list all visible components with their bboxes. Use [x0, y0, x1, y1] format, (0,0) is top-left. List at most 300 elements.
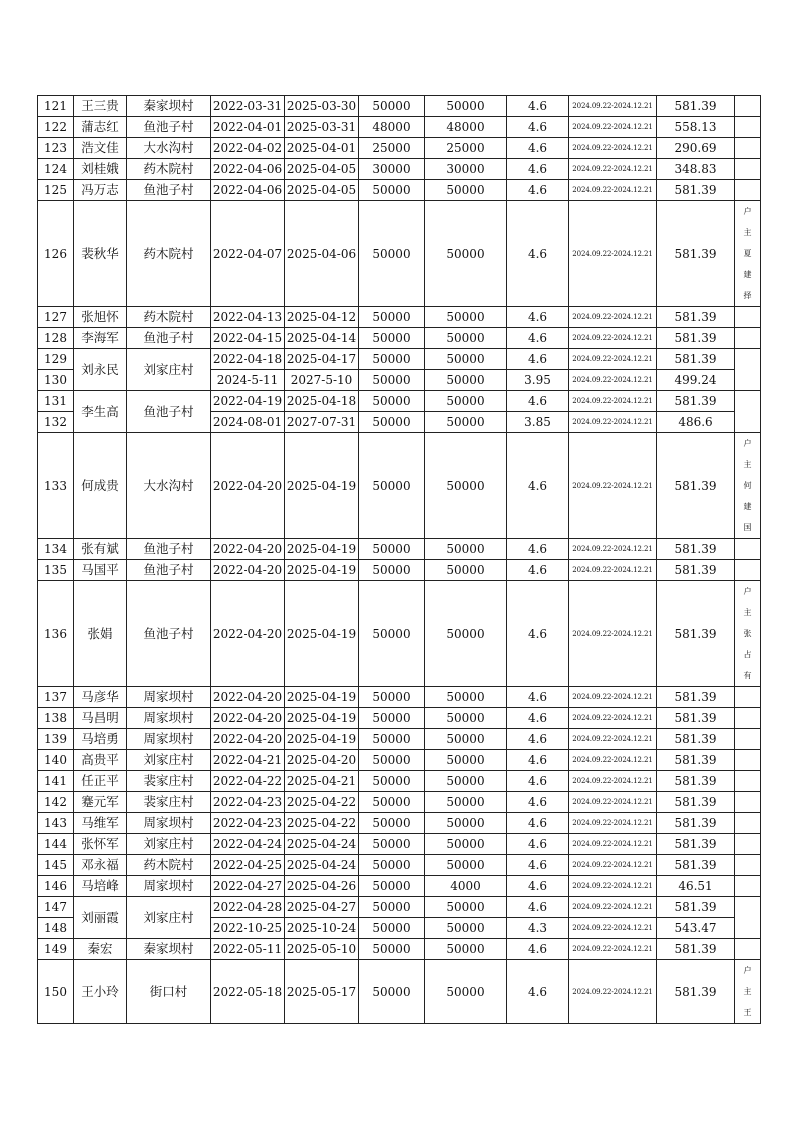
cell-rate: 4.6 [507, 813, 569, 834]
cell-name: 马彦华 [74, 687, 127, 708]
cell-interest: 581.39 [657, 750, 735, 771]
cell-amount1: 48000 [359, 117, 425, 138]
table-row [38, 855, 761, 876]
cell-village: 周家坝村 [127, 729, 211, 750]
cell-village: 鱼池子村 [127, 391, 211, 433]
table-row [38, 897, 761, 918]
cell-end: 2027-5-10 [285, 370, 359, 391]
cell-note [735, 897, 761, 939]
cell-period: 2024.09.22-2024.12.21 [569, 792, 657, 813]
cell-village: 秦家坝村 [127, 96, 211, 117]
cell-no: 122 [38, 117, 74, 138]
cell-end: 2025-04-17 [285, 349, 359, 370]
cell-amount2: 50000 [425, 834, 507, 855]
cell-interest: 581.39 [657, 771, 735, 792]
cell-rate: 4.6 [507, 349, 569, 370]
cell-village: 刘家庄村 [127, 834, 211, 855]
cell-interest: 486.6 [657, 412, 735, 433]
cell-start: 2022-04-06 [211, 180, 285, 201]
cell-period: 2024.09.22-2024.12.21 [569, 307, 657, 328]
cell-interest: 581.39 [657, 834, 735, 855]
cell-interest: 581.39 [657, 539, 735, 560]
cell-name: 张娟 [74, 581, 127, 687]
table-row [38, 138, 761, 159]
cell-name: 高贵平 [74, 750, 127, 771]
cell-rate: 4.6 [507, 939, 569, 960]
cell-note [735, 771, 761, 792]
cell-start: 2022-04-20 [211, 539, 285, 560]
cell-end: 2025-04-12 [285, 307, 359, 328]
cell-start: 2022-04-20 [211, 560, 285, 581]
cell-rate: 4.6 [507, 708, 569, 729]
cell-village: 秦家坝村 [127, 939, 211, 960]
cell-amount1: 50000 [359, 370, 425, 391]
cell-rate: 4.6 [507, 687, 569, 708]
cell-name: 马维军 [74, 813, 127, 834]
cell-amount1: 50000 [359, 834, 425, 855]
cell-no: 147 [38, 897, 74, 918]
cell-rate: 4.6 [507, 201, 569, 307]
cell-name: 刘丽霞 [74, 897, 127, 939]
cell-interest: 581.39 [657, 813, 735, 834]
cell-amount1: 50000 [359, 855, 425, 876]
cell-amount2: 50000 [425, 813, 507, 834]
cell-name: 王小玲 [74, 960, 127, 1024]
cell-village: 刘家庄村 [127, 349, 211, 391]
cell-note: 户 主 王 [735, 960, 761, 1024]
cell-period: 2024.09.22-2024.12.21 [569, 117, 657, 138]
cell-amount1: 50000 [359, 918, 425, 939]
cell-period: 2024.09.22-2024.12.21 [569, 370, 657, 391]
cell-name: 任正平 [74, 771, 127, 792]
cell-amount2: 50000 [425, 391, 507, 412]
cell-start: 2022-04-02 [211, 138, 285, 159]
cell-start: 2022-04-20 [211, 708, 285, 729]
cell-note [735, 792, 761, 813]
cell-rate: 4.6 [507, 960, 569, 1024]
cell-village: 刘家庄村 [127, 897, 211, 939]
cell-note: 户 主 夏 建 择 [735, 201, 761, 307]
cell-start: 2022-04-01 [211, 117, 285, 138]
cell-amount2: 50000 [425, 708, 507, 729]
cell-name: 冯万志 [74, 180, 127, 201]
table-row [38, 939, 761, 960]
cell-amount2: 50000 [425, 939, 507, 960]
cell-amount1: 50000 [359, 391, 425, 412]
cell-amount2: 50000 [425, 307, 507, 328]
cell-amount2: 50000 [425, 96, 507, 117]
cell-no: 137 [38, 687, 74, 708]
cell-start: 2022-04-24 [211, 834, 285, 855]
cell-amount2: 30000 [425, 159, 507, 180]
table-row [38, 391, 761, 412]
cell-amount1: 50000 [359, 349, 425, 370]
cell-period: 2024.09.22-2024.12.21 [569, 180, 657, 201]
cell-start: 2022-04-19 [211, 391, 285, 412]
cell-no: 134 [38, 539, 74, 560]
cell-end: 2025-05-17 [285, 960, 359, 1024]
cell-note: 户 主 张 占 有 [735, 581, 761, 687]
table-row [38, 328, 761, 349]
cell-village: 药木院村 [127, 201, 211, 307]
cell-no: 131 [38, 391, 74, 412]
table-row [38, 307, 761, 328]
cell-village: 裴家庄村 [127, 771, 211, 792]
cell-interest: 581.39 [657, 897, 735, 918]
cell-rate: 4.6 [507, 117, 569, 138]
cell-name: 刘永民 [74, 349, 127, 391]
cell-rate: 4.6 [507, 159, 569, 180]
cell-period: 2024.09.22-2024.12.21 [569, 834, 657, 855]
cell-interest: 581.39 [657, 581, 735, 687]
cell-village: 周家坝村 [127, 687, 211, 708]
cell-interest: 581.39 [657, 729, 735, 750]
cell-no: 123 [38, 138, 74, 159]
cell-rate: 4.6 [507, 180, 569, 201]
cell-no: 149 [38, 939, 74, 960]
cell-start: 2022-04-15 [211, 328, 285, 349]
table-row [38, 581, 761, 687]
cell-start: 2022-05-11 [211, 939, 285, 960]
cell-amount2: 50000 [425, 687, 507, 708]
cell-interest: 581.39 [657, 349, 735, 370]
cell-rate: 4.3 [507, 918, 569, 939]
table-row [38, 876, 761, 897]
cell-interest: 581.39 [657, 307, 735, 328]
cell-amount2: 50000 [425, 433, 507, 539]
cell-amount2: 50000 [425, 370, 507, 391]
cell-interest: 581.39 [657, 939, 735, 960]
cell-start: 2022-04-21 [211, 750, 285, 771]
cell-no: 146 [38, 876, 74, 897]
cell-note [735, 96, 761, 117]
cell-village: 鱼池子村 [127, 581, 211, 687]
table-row [38, 687, 761, 708]
cell-no: 128 [38, 328, 74, 349]
cell-village: 周家坝村 [127, 813, 211, 834]
cell-village: 鱼池子村 [127, 560, 211, 581]
table-row [38, 433, 761, 539]
cell-amount2: 50000 [425, 771, 507, 792]
cell-name: 刘桂娥 [74, 159, 127, 180]
cell-amount2: 50000 [425, 855, 507, 876]
table-row [38, 180, 761, 201]
cell-note [735, 687, 761, 708]
cell-rate: 4.6 [507, 876, 569, 897]
cell-start: 2024-08-01 [211, 412, 285, 433]
cell-rate: 4.6 [507, 897, 569, 918]
cell-start: 2022-04-23 [211, 792, 285, 813]
cell-start: 2022-04-07 [211, 201, 285, 307]
cell-amount2: 50000 [425, 560, 507, 581]
cell-start: 2022-05-18 [211, 960, 285, 1024]
cell-rate: 4.6 [507, 855, 569, 876]
cell-name: 邓永福 [74, 855, 127, 876]
cell-rate: 4.6 [507, 834, 569, 855]
cell-start: 2022-04-25 [211, 855, 285, 876]
cell-period: 2024.09.22-2024.12.21 [569, 349, 657, 370]
cell-amount2: 50000 [425, 201, 507, 307]
cell-note [735, 307, 761, 328]
cell-village: 裴家庄村 [127, 792, 211, 813]
cell-amount1: 50000 [359, 96, 425, 117]
cell-end: 2025-04-05 [285, 180, 359, 201]
cell-interest: 581.39 [657, 960, 735, 1024]
cell-village: 刘家庄村 [127, 750, 211, 771]
cell-rate: 4.6 [507, 581, 569, 687]
cell-period: 2024.09.22-2024.12.21 [569, 771, 657, 792]
cell-village: 鱼池子村 [127, 180, 211, 201]
cell-period: 2024.09.22-2024.12.21 [569, 687, 657, 708]
cell-rate: 4.6 [507, 328, 569, 349]
cell-no: 129 [38, 349, 74, 370]
cell-name: 浩文佳 [74, 138, 127, 159]
cell-amount2: 50000 [425, 349, 507, 370]
cell-amount1: 50000 [359, 581, 425, 687]
cell-amount2: 50000 [425, 328, 507, 349]
cell-period: 2024.09.22-2024.12.21 [569, 539, 657, 560]
cell-end: 2025-04-01 [285, 138, 359, 159]
cell-interest: 581.39 [657, 855, 735, 876]
cell-interest: 581.39 [657, 560, 735, 581]
table-row [38, 792, 761, 813]
cell-end: 2025-04-19 [285, 539, 359, 560]
cell-period: 2024.09.22-2024.12.21 [569, 750, 657, 771]
cell-note [735, 560, 761, 581]
cell-period: 2024.09.22-2024.12.21 [569, 581, 657, 687]
cell-village: 街口村 [127, 960, 211, 1024]
cell-rate: 4.6 [507, 138, 569, 159]
cell-name: 李海军 [74, 328, 127, 349]
cell-period: 2024.09.22-2024.12.21 [569, 96, 657, 117]
cell-interest: 290.69 [657, 138, 735, 159]
table-row [38, 349, 761, 370]
cell-amount1: 50000 [359, 876, 425, 897]
cell-start: 2022-04-06 [211, 159, 285, 180]
cell-end: 2025-04-24 [285, 855, 359, 876]
cell-amount2: 50000 [425, 897, 507, 918]
cell-end: 2025-04-22 [285, 792, 359, 813]
cell-no: 139 [38, 729, 74, 750]
table-row [38, 771, 761, 792]
table-row [38, 117, 761, 138]
cell-period: 2024.09.22-2024.12.21 [569, 391, 657, 412]
cell-note [735, 834, 761, 855]
cell-name: 蒲志红 [74, 117, 127, 138]
cell-rate: 4.6 [507, 307, 569, 328]
table-row [38, 750, 761, 771]
cell-no: 141 [38, 771, 74, 792]
cell-name: 张有斌 [74, 539, 127, 560]
cell-amount1: 50000 [359, 708, 425, 729]
cell-interest: 581.39 [657, 328, 735, 349]
cell-end: 2025-04-19 [285, 687, 359, 708]
cell-amount2: 50000 [425, 412, 507, 433]
cell-amount1: 50000 [359, 201, 425, 307]
cell-start: 2022-04-20 [211, 581, 285, 687]
cell-amount1: 50000 [359, 180, 425, 201]
cell-amount2: 4000 [425, 876, 507, 897]
cell-amount2: 50000 [425, 581, 507, 687]
cell-note [735, 180, 761, 201]
cell-name: 马昌明 [74, 708, 127, 729]
loan-interest-table [37, 95, 761, 1024]
cell-note [735, 539, 761, 560]
cell-rate: 4.6 [507, 539, 569, 560]
table-row [38, 560, 761, 581]
cell-name: 马国平 [74, 560, 127, 581]
cell-amount1: 50000 [359, 813, 425, 834]
cell-no: 135 [38, 560, 74, 581]
table-row [38, 159, 761, 180]
cell-period: 2024.09.22-2024.12.21 [569, 876, 657, 897]
cell-period: 2024.09.22-2024.12.21 [569, 813, 657, 834]
cell-amount1: 50000 [359, 433, 425, 539]
cell-amount1: 50000 [359, 539, 425, 560]
cell-no: 133 [38, 433, 74, 539]
cell-no: 145 [38, 855, 74, 876]
cell-interest: 581.39 [657, 687, 735, 708]
cell-amount1: 50000 [359, 328, 425, 349]
cell-end: 2025-04-18 [285, 391, 359, 412]
cell-no: 142 [38, 792, 74, 813]
cell-rate: 4.6 [507, 771, 569, 792]
cell-end: 2025-04-19 [285, 581, 359, 687]
cell-interest: 581.39 [657, 96, 735, 117]
cell-amount2: 50000 [425, 729, 507, 750]
cell-amount1: 50000 [359, 729, 425, 750]
cell-name: 蹇元军 [74, 792, 127, 813]
cell-interest: 499.24 [657, 370, 735, 391]
cell-start: 2024-5-11 [211, 370, 285, 391]
cell-start: 2022-04-23 [211, 813, 285, 834]
cell-note: 户 主 何 建 国 [735, 433, 761, 539]
cell-start: 2022-04-20 [211, 729, 285, 750]
cell-end: 2025-04-06 [285, 201, 359, 307]
cell-end: 2025-04-19 [285, 708, 359, 729]
cell-period: 2024.09.22-2024.12.21 [569, 412, 657, 433]
cell-village: 周家坝村 [127, 876, 211, 897]
cell-interest: 581.39 [657, 180, 735, 201]
cell-note [735, 750, 761, 771]
cell-end: 2025-04-26 [285, 876, 359, 897]
cell-start: 2022-04-13 [211, 307, 285, 328]
cell-start: 2022-04-22 [211, 771, 285, 792]
cell-start: 2022-04-27 [211, 876, 285, 897]
cell-interest: 558.13 [657, 117, 735, 138]
cell-end: 2025-04-14 [285, 328, 359, 349]
cell-interest: 581.39 [657, 201, 735, 307]
cell-end: 2025-04-24 [285, 834, 359, 855]
cell-period: 2024.09.22-2024.12.21 [569, 939, 657, 960]
cell-village: 大水沟村 [127, 433, 211, 539]
cell-note [735, 159, 761, 180]
cell-interest: 581.39 [657, 391, 735, 412]
cell-interest: 581.39 [657, 792, 735, 813]
table-row [38, 813, 761, 834]
cell-start: 2022-04-28 [211, 897, 285, 918]
cell-interest: 46.51 [657, 876, 735, 897]
cell-amount2: 50000 [425, 180, 507, 201]
cell-name: 王三贵 [74, 96, 127, 117]
cell-no: 143 [38, 813, 74, 834]
cell-interest: 581.39 [657, 708, 735, 729]
cell-amount2: 25000 [425, 138, 507, 159]
cell-name: 马培峰 [74, 876, 127, 897]
cell-end: 2025-04-19 [285, 433, 359, 539]
cell-end: 2025-03-31 [285, 117, 359, 138]
cell-amount1: 30000 [359, 159, 425, 180]
cell-village: 周家坝村 [127, 708, 211, 729]
cell-village: 大水沟村 [127, 138, 211, 159]
cell-period: 2024.09.22-2024.12.21 [569, 328, 657, 349]
cell-no: 125 [38, 180, 74, 201]
cell-period: 2024.09.22-2024.12.21 [569, 433, 657, 539]
cell-amount2: 50000 [425, 960, 507, 1024]
cell-village: 鱼池子村 [127, 117, 211, 138]
cell-amount2: 50000 [425, 539, 507, 560]
cell-no: 148 [38, 918, 74, 939]
cell-amount1: 50000 [359, 560, 425, 581]
cell-rate: 4.6 [507, 96, 569, 117]
cell-period: 2024.09.22-2024.12.21 [569, 918, 657, 939]
cell-no: 144 [38, 834, 74, 855]
cell-name: 张旭怀 [74, 307, 127, 328]
table-row [38, 539, 761, 560]
table-row [38, 960, 761, 1024]
cell-no: 127 [38, 307, 74, 328]
cell-start: 2022-10-25 [211, 918, 285, 939]
cell-period: 2024.09.22-2024.12.21 [569, 729, 657, 750]
cell-no: 121 [38, 96, 74, 117]
cell-name: 张怀军 [74, 834, 127, 855]
cell-end: 2025-04-21 [285, 771, 359, 792]
cell-end: 2025-04-27 [285, 897, 359, 918]
cell-period: 2024.09.22-2024.12.21 [569, 855, 657, 876]
cell-name: 裴秋华 [74, 201, 127, 307]
cell-interest: 543.47 [657, 918, 735, 939]
cell-amount1: 50000 [359, 307, 425, 328]
cell-rate: 4.6 [507, 792, 569, 813]
cell-rate: 3.95 [507, 370, 569, 391]
cell-note [735, 939, 761, 960]
cell-note [735, 729, 761, 750]
cell-period: 2024.09.22-2024.12.21 [569, 960, 657, 1024]
cell-amount1: 50000 [359, 960, 425, 1024]
cell-end: 2025-04-05 [285, 159, 359, 180]
cell-no: 126 [38, 201, 74, 307]
cell-village: 药木院村 [127, 307, 211, 328]
cell-village: 鱼池子村 [127, 539, 211, 560]
cell-start: 2022-04-20 [211, 687, 285, 708]
table-row [38, 96, 761, 117]
cell-note [735, 328, 761, 349]
cell-note [735, 708, 761, 729]
cell-end: 2025-05-10 [285, 939, 359, 960]
table-row [38, 708, 761, 729]
cell-end: 2025-03-30 [285, 96, 359, 117]
cell-amount1: 50000 [359, 897, 425, 918]
cell-end: 2025-04-20 [285, 750, 359, 771]
cell-period: 2024.09.22-2024.12.21 [569, 560, 657, 581]
cell-rate: 3.85 [507, 412, 569, 433]
cell-amount1: 50000 [359, 750, 425, 771]
cell-period: 2024.09.22-2024.12.21 [569, 201, 657, 307]
cell-amount1: 50000 [359, 412, 425, 433]
cell-start: 2022-04-20 [211, 433, 285, 539]
cell-name: 何成贵 [74, 433, 127, 539]
cell-amount2: 50000 [425, 792, 507, 813]
